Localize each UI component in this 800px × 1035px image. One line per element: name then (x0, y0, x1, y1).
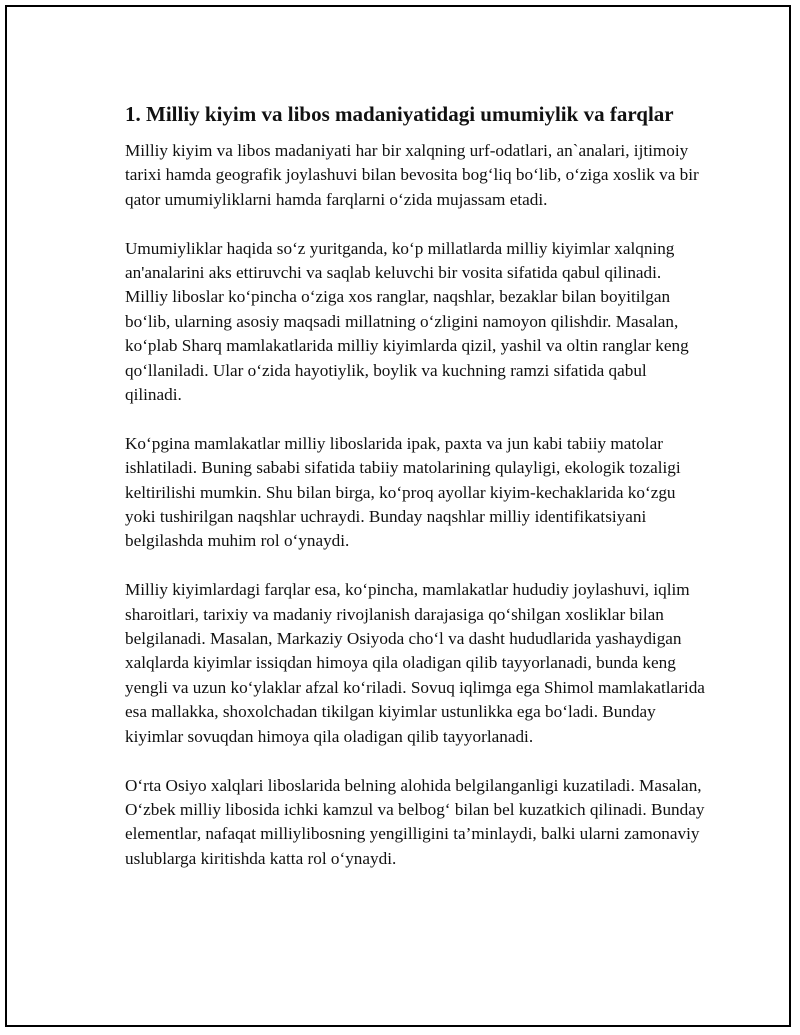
paragraph-central-asia: O‘rta Osiyo xalqlari liboslarida belning alohida belgilanganligi kuzatiladi. Masalan, O‘zbek milliy libosida ichki kamzul va belbog‘ bilan bel kuzatkich qilinadi. Bunday elementlar, nafaqat milliylibosning yengilligini ta’minlaydi, balki ularni zamonaviy uslublarga kiritishda katta rol o‘ynaydi. (125, 775, 705, 868)
section-heading: 1. Milliy kiyim va libos madaniyatidagi umumiylik va farqlar (125, 102, 674, 126)
paragraph-intro: Milliy kiyim va libos madaniyati har bir xalqning urf-odatlari, an`analari, ijtimoiy tarixi hamda geografik joylashuvi bilan bevosita bog‘liq bo‘lib, o‘ziga xoslik va bir qator umumiyliklarni hamda farqlarni o‘zida mujassam etadi. (125, 141, 699, 209)
paragraph-differences: Milliy kiyimlardagi farqlar esa, ko‘pincha, mamlakatlar hududiy joylashuvi, iqlim sharoitlari, tarixiy va madaniy rivojlanish darajasiga qo‘shilgan xosliklar bilan belgilanadi. Masalan, Markaziy Osiyoda cho‘l va dasht hududlarida yashaydigan xalqlarda kiyimlar issiqdan himoya qila oladigan qilib tayyorlanadi, bunda keng yengli va uzun ko‘ylaklar afzal ko‘riladi. Sovuq iqlimga ega Shimol mamlakatlarida esa mallakka, shoxolchadan tikilgan kiyimlar ustunlikka ega bo‘ladi. Bunday kiyimlar sovuqdan himoya qila oladigan qilib tayyorlanadi. (125, 580, 705, 746)
page-frame (5, 5, 791, 1027)
paragraph-similarities: Umumiyliklar haqida so‘z yuritganda, ko‘p millatlarda milliy kiyimlar xalqning an'analarini aks ettiruvchi va saqlab keluvchi bir vosita sifatida qabul qilinadi. Milliy liboslar ko‘pincha o‘ziga xos ranglar, naqshlar, bezaklar bilan boyitilgan bo‘lib, ularning asosiy maqsadi millatning o‘zligini namoyon qilishdir. Masalan, ko‘plab Sharq mamlakatlarida milliy kiyimlarda qizil, yashil va oltin ranglar keng qo‘llaniladi. Ular o‘zida hayotiylik, boylik va kuchning ramzi sifatida qabul qilinadi. (125, 238, 689, 405)
document-body (125, 101, 705, 896)
paragraph-natural-fabrics: Ko‘pgina mamlakatlar milliy liboslarida ipak, paxta va jun kabi tabiiy matolar ishlatiladi. Buning sababi sifatida tabiiy matolarining qulayligi, ekologik tozaligi keltirilishi mumkin. Shu bilan birga, ko‘proq ayollar kiyim-kechaklarida ko‘zgu yoki tushirilgan naqshlar uchraydi. Bunday naqshlar milliy identifikatsiyani belgilashda muhim rol o‘ynaydi. (125, 433, 681, 551)
